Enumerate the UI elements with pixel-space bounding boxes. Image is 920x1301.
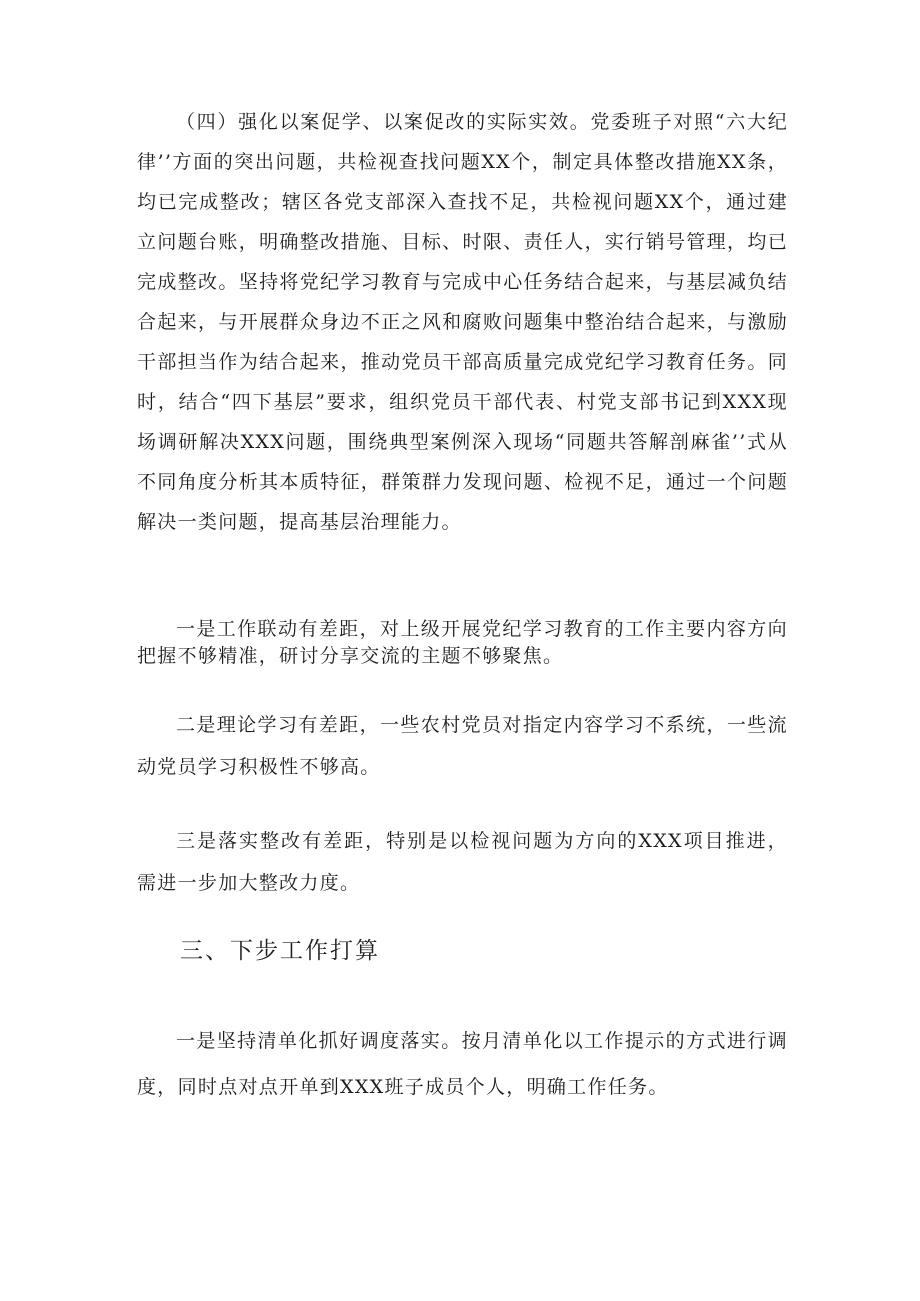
section-heading: 三、下步工作打算	[180, 938, 380, 964]
paragraph-next-steps: 一是坚持清单化抓好调度落实。按月清单化以工作提示的方式进行调度，同时点对点开单到XXX班子成员个人，明确工作任务。	[137, 1030, 788, 1098]
paragraph-gap-theory: 二是理论学习有差距，一些农村党员对指定内容学习不系统，一些流动党员学习积极性不够高。	[137, 714, 788, 778]
paragraph-case-promotion: （四）强化以案促学、以案促改的实际实效。党委班子对照“六大纪律’’方面的突出问题，共检视查找问题XX个，制定具体整改措施XX条，均已完成整改；辖区各党支部深入查找不足，共检视问题XX个，通过建立问题台账，明确整改措施、目标、时限、责任人，实行销号管理，均已完成整改。坚持将党纪学习教育与完成中心任务结合起来，与基层减负结合起来，与开展群众身边不正之风和腐败问题集中整治结合起来，与激励干部担当作为结合起来，推动党员干部高质量完成党纪学习教育任务。同时，结合“四下基层”要求，组织党员干部代表、村党支部书记到XXX现场调研解决XXX问题，围绕典型案例深入现场“同题共答解剖麻雀’’式从不同角度分析其本质特征，群策群力发现问题、检视不足，通过一个问题解决一类问题，提高基层治理能力。	[137, 111, 788, 533]
paragraph-gap-coordination: 一是工作联动有差距，对上级开展党纪学习教育的工作主要内容方向把握不够精准，研讨分享交流的主题不够聚焦。	[137, 618, 788, 667]
paragraph-gap-rectification: 三是落实整改有差距，特别是以检视问题为方向的XXX项目推进，需进一步加大整改力度。	[137, 830, 788, 894]
